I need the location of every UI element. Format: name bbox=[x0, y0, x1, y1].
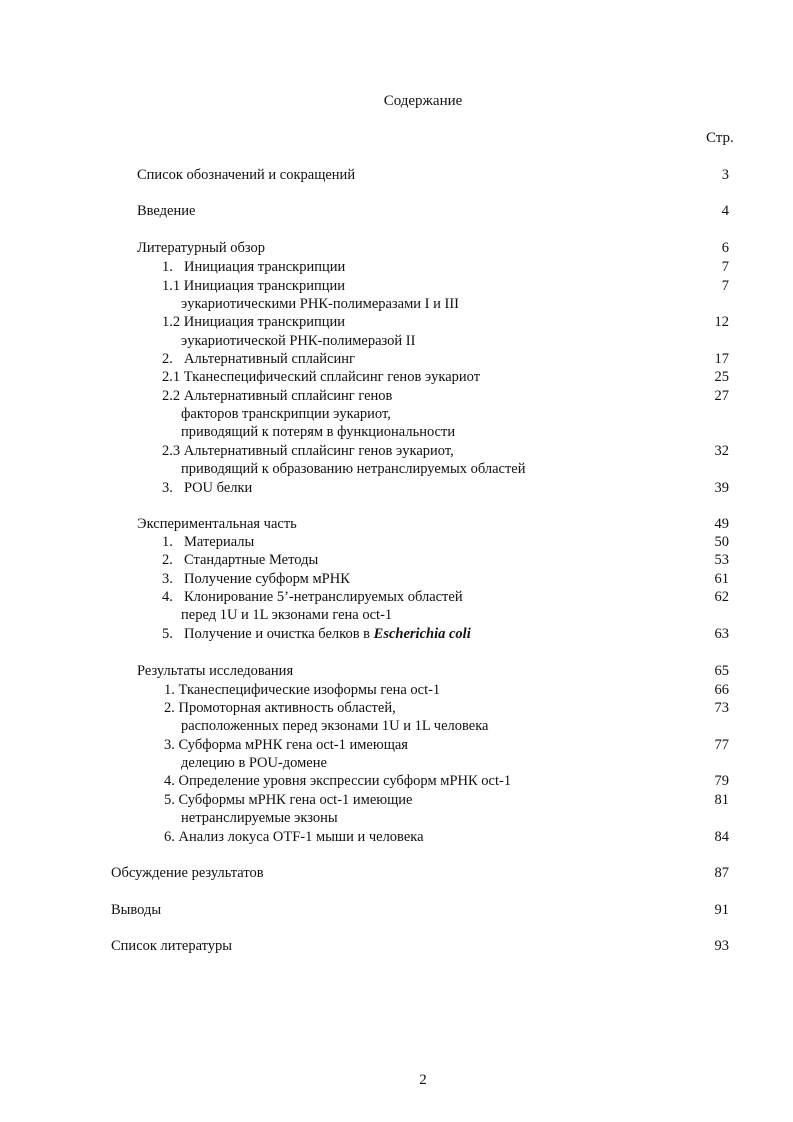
toc-entry-lit-1-1-cont bbox=[0, 295, 793, 314]
toc-entry-page: 91 bbox=[714, 902, 729, 918]
toc-entry-number: 2. bbox=[162, 351, 173, 367]
toc-entry-res-3[interactable] bbox=[0, 736, 793, 755]
toc-entry-discussion[interactable] bbox=[0, 864, 793, 883]
toc-entry-text: POU белки bbox=[184, 480, 253, 496]
toc-entry-abbreviations[interactable] bbox=[0, 166, 793, 185]
toc-entry-lit-2-2[interactable] bbox=[0, 387, 793, 406]
toc-entry-exp-1[interactable] bbox=[0, 533, 793, 552]
toc-entry-page: 7 bbox=[721, 278, 729, 294]
toc-entry-exp-4-cont bbox=[0, 606, 793, 625]
toc-title: Содержание bbox=[383, 93, 463, 109]
toc-entry-page: 32 bbox=[714, 443, 729, 459]
toc-entry-results[interactable] bbox=[0, 662, 793, 681]
toc-entry-page: 39 bbox=[714, 480, 729, 496]
toc-entry-text bbox=[184, 625, 471, 644]
toc-entry-text: Клонирование 5’-нетранслируемых областей bbox=[184, 589, 463, 605]
toc-entry-text: Литературный обзор bbox=[137, 240, 265, 256]
toc-entry-text: Альтернативный сплайсинг bbox=[184, 351, 355, 367]
toc-entry-text: Обсуждение результатов bbox=[111, 865, 264, 881]
toc-entry-text: эукариотической РНК-полимеразой II bbox=[181, 333, 416, 349]
toc-entry-text: Список литературы bbox=[111, 938, 233, 954]
toc-entry-references[interactable] bbox=[0, 937, 793, 956]
toc-entry-introduction[interactable] bbox=[0, 202, 793, 221]
toc-entry-res-1[interactable] bbox=[0, 681, 793, 700]
toc-entry-text: Список обозначений и сокращений bbox=[137, 167, 356, 183]
toc-entry-text: Стандартные Методы bbox=[184, 552, 319, 568]
toc-entry-lit-2-2-cont2 bbox=[0, 423, 793, 442]
toc-entry-page: 87 bbox=[714, 865, 729, 881]
toc-entry-text: 1.2 Инициация транскрипции bbox=[162, 314, 345, 330]
toc-entry-page: 50 bbox=[714, 534, 729, 550]
toc-entry-page: 65 bbox=[714, 663, 729, 679]
toc-entry-page: 17 bbox=[714, 351, 729, 367]
toc-entry-page: 77 bbox=[714, 737, 729, 753]
toc-entry-lit-3[interactable] bbox=[0, 479, 793, 498]
toc-entry-number: 3. bbox=[162, 571, 173, 587]
toc-entry-page: 6 bbox=[721, 240, 729, 256]
toc-entry-lit-2-1[interactable] bbox=[0, 368, 793, 387]
toc-entry-number: 1. bbox=[162, 259, 173, 275]
toc-entry-text: 2.2 Альтернативный сплайсинг генов bbox=[162, 388, 393, 404]
toc-entry-lit-2[interactable] bbox=[0, 350, 793, 369]
toc-entry-res-6[interactable] bbox=[0, 828, 793, 847]
toc-entry-page: 84 bbox=[714, 829, 729, 845]
toc-entry-res-2-cont bbox=[0, 717, 793, 736]
toc-entry-page: 53 bbox=[714, 552, 729, 568]
toc-entry-text: 2.3 Альтернативный сплайсинг генов эукариот, bbox=[162, 443, 454, 459]
toc-entry-lit-1-2[interactable] bbox=[0, 313, 793, 332]
toc-entry-number: 3. bbox=[162, 480, 173, 496]
toc-entry-text: Инициация транскрипции bbox=[184, 259, 346, 275]
toc-entry-exp-5[interactable] bbox=[0, 625, 793, 644]
toc-entry-page: 79 bbox=[714, 773, 729, 789]
toc-entry-text: приводящий к образованию нетранслируемых областей bbox=[181, 461, 526, 477]
toc-entry-number: 2. bbox=[162, 552, 173, 568]
toc-entry-page: 81 bbox=[714, 792, 729, 808]
toc-entry-lit-1-2-cont bbox=[0, 332, 793, 351]
toc-entry-page: 73 bbox=[714, 700, 729, 716]
toc-entry-page: 93 bbox=[714, 938, 729, 954]
toc-entry-exp-4[interactable] bbox=[0, 588, 793, 607]
toc-entry-text: делецию в POU-домене bbox=[181, 755, 327, 771]
toc-entry-text: приводящий к потерям в функциональности bbox=[181, 424, 456, 440]
page-column-label: Стр. bbox=[706, 130, 734, 146]
toc-entry-page: 61 bbox=[714, 571, 729, 587]
toc-entry-text: 1. Тканеспецифические изоформы гена oct-1 bbox=[164, 682, 441, 698]
toc-entry-text: 6. Анализ локуса OTF-1 мыши и человека bbox=[164, 829, 424, 845]
toc-entry-literature-review[interactable] bbox=[0, 239, 793, 258]
toc-entry-text: 1.1 Инициация транскрипции bbox=[162, 278, 345, 294]
toc-entry-page: 66 bbox=[714, 682, 729, 698]
toc-entry-page: 27 bbox=[714, 388, 729, 404]
toc-entry-text: 3. Субформа мРНК гена oct-1 имеющая bbox=[164, 737, 408, 753]
page-number: 2 bbox=[419, 1072, 427, 1088]
toc-entry-text: Выводы bbox=[111, 902, 162, 918]
toc-entry-text: эукариотическими РНК-полимеразами I и III bbox=[181, 296, 459, 312]
toc-entry-number: 1. bbox=[162, 534, 173, 550]
toc-entry-text-species: Escherichia coli bbox=[373, 626, 471, 642]
toc-entry-page: 3 bbox=[721, 167, 729, 183]
toc-entry-text: Материалы bbox=[184, 534, 255, 550]
toc-entry-text: Введение bbox=[137, 203, 196, 219]
toc-entry-lit-1-1[interactable] bbox=[0, 277, 793, 296]
toc-entry-number: 4. bbox=[162, 589, 173, 605]
toc-entry-text: Экспериментальная часть bbox=[137, 516, 297, 532]
toc-entry-lit-2-2-cont bbox=[0, 405, 793, 424]
toc-entry-res-4[interactable] bbox=[0, 772, 793, 791]
toc-entry-page: 49 bbox=[714, 516, 729, 532]
toc-entry-res-2[interactable] bbox=[0, 699, 793, 718]
toc-entry-res-5[interactable] bbox=[0, 791, 793, 810]
toc-entry-page: 12 bbox=[714, 314, 729, 330]
toc-entry-page: 25 bbox=[714, 369, 729, 385]
toc-entry-lit-2-3[interactable] bbox=[0, 442, 793, 461]
toc-entry-text: нетранслируемые экзоны bbox=[181, 810, 338, 826]
toc-entry-page: 62 bbox=[714, 589, 729, 605]
toc-entry-lit-2-3-cont bbox=[0, 460, 793, 479]
toc-entry-text: 2. Промоторная активность областей, bbox=[164, 700, 396, 716]
toc-entry-text: 5. Субформы мРНК гена oct-1 имеющие bbox=[164, 792, 413, 808]
toc-entry-text: расположенных перед экзонами 1U и 1L человека bbox=[181, 718, 489, 734]
toc-entry-text: 4. Определение уровня экспрессии субформ мРНК oct-1 bbox=[164, 773, 512, 789]
toc-entry-number: 5. bbox=[162, 626, 173, 642]
toc-entry-res-5-cont bbox=[0, 809, 793, 828]
toc-entry-text: перед 1U и 1L экзонами гена oct-1 bbox=[181, 607, 393, 623]
toc-entry-text-main: Получение и очистка белков в bbox=[184, 626, 374, 642]
toc-entry-experimental[interactable] bbox=[0, 515, 793, 534]
toc-entry-exp-2[interactable] bbox=[0, 551, 793, 570]
toc-entry-text: Получение субформ мРНК bbox=[184, 571, 350, 587]
toc-entry-exp-3[interactable] bbox=[0, 570, 793, 589]
toc-entry-conclusions[interactable] bbox=[0, 901, 793, 920]
toc-entry-text: факторов транскрипции эукариот, bbox=[181, 406, 391, 422]
toc-entry-lit-1[interactable] bbox=[0, 258, 793, 277]
toc-entry-text: 2.1 Тканеспецифический сплайсинг генов эукариот bbox=[162, 369, 481, 385]
toc-entry-page: 63 bbox=[714, 626, 729, 642]
toc-entry-res-3-cont bbox=[0, 754, 793, 773]
toc-entry-text: Результаты исследования bbox=[137, 663, 294, 679]
toc-entry-page: 7 bbox=[721, 259, 729, 275]
toc-entry-page: 4 bbox=[721, 203, 729, 219]
